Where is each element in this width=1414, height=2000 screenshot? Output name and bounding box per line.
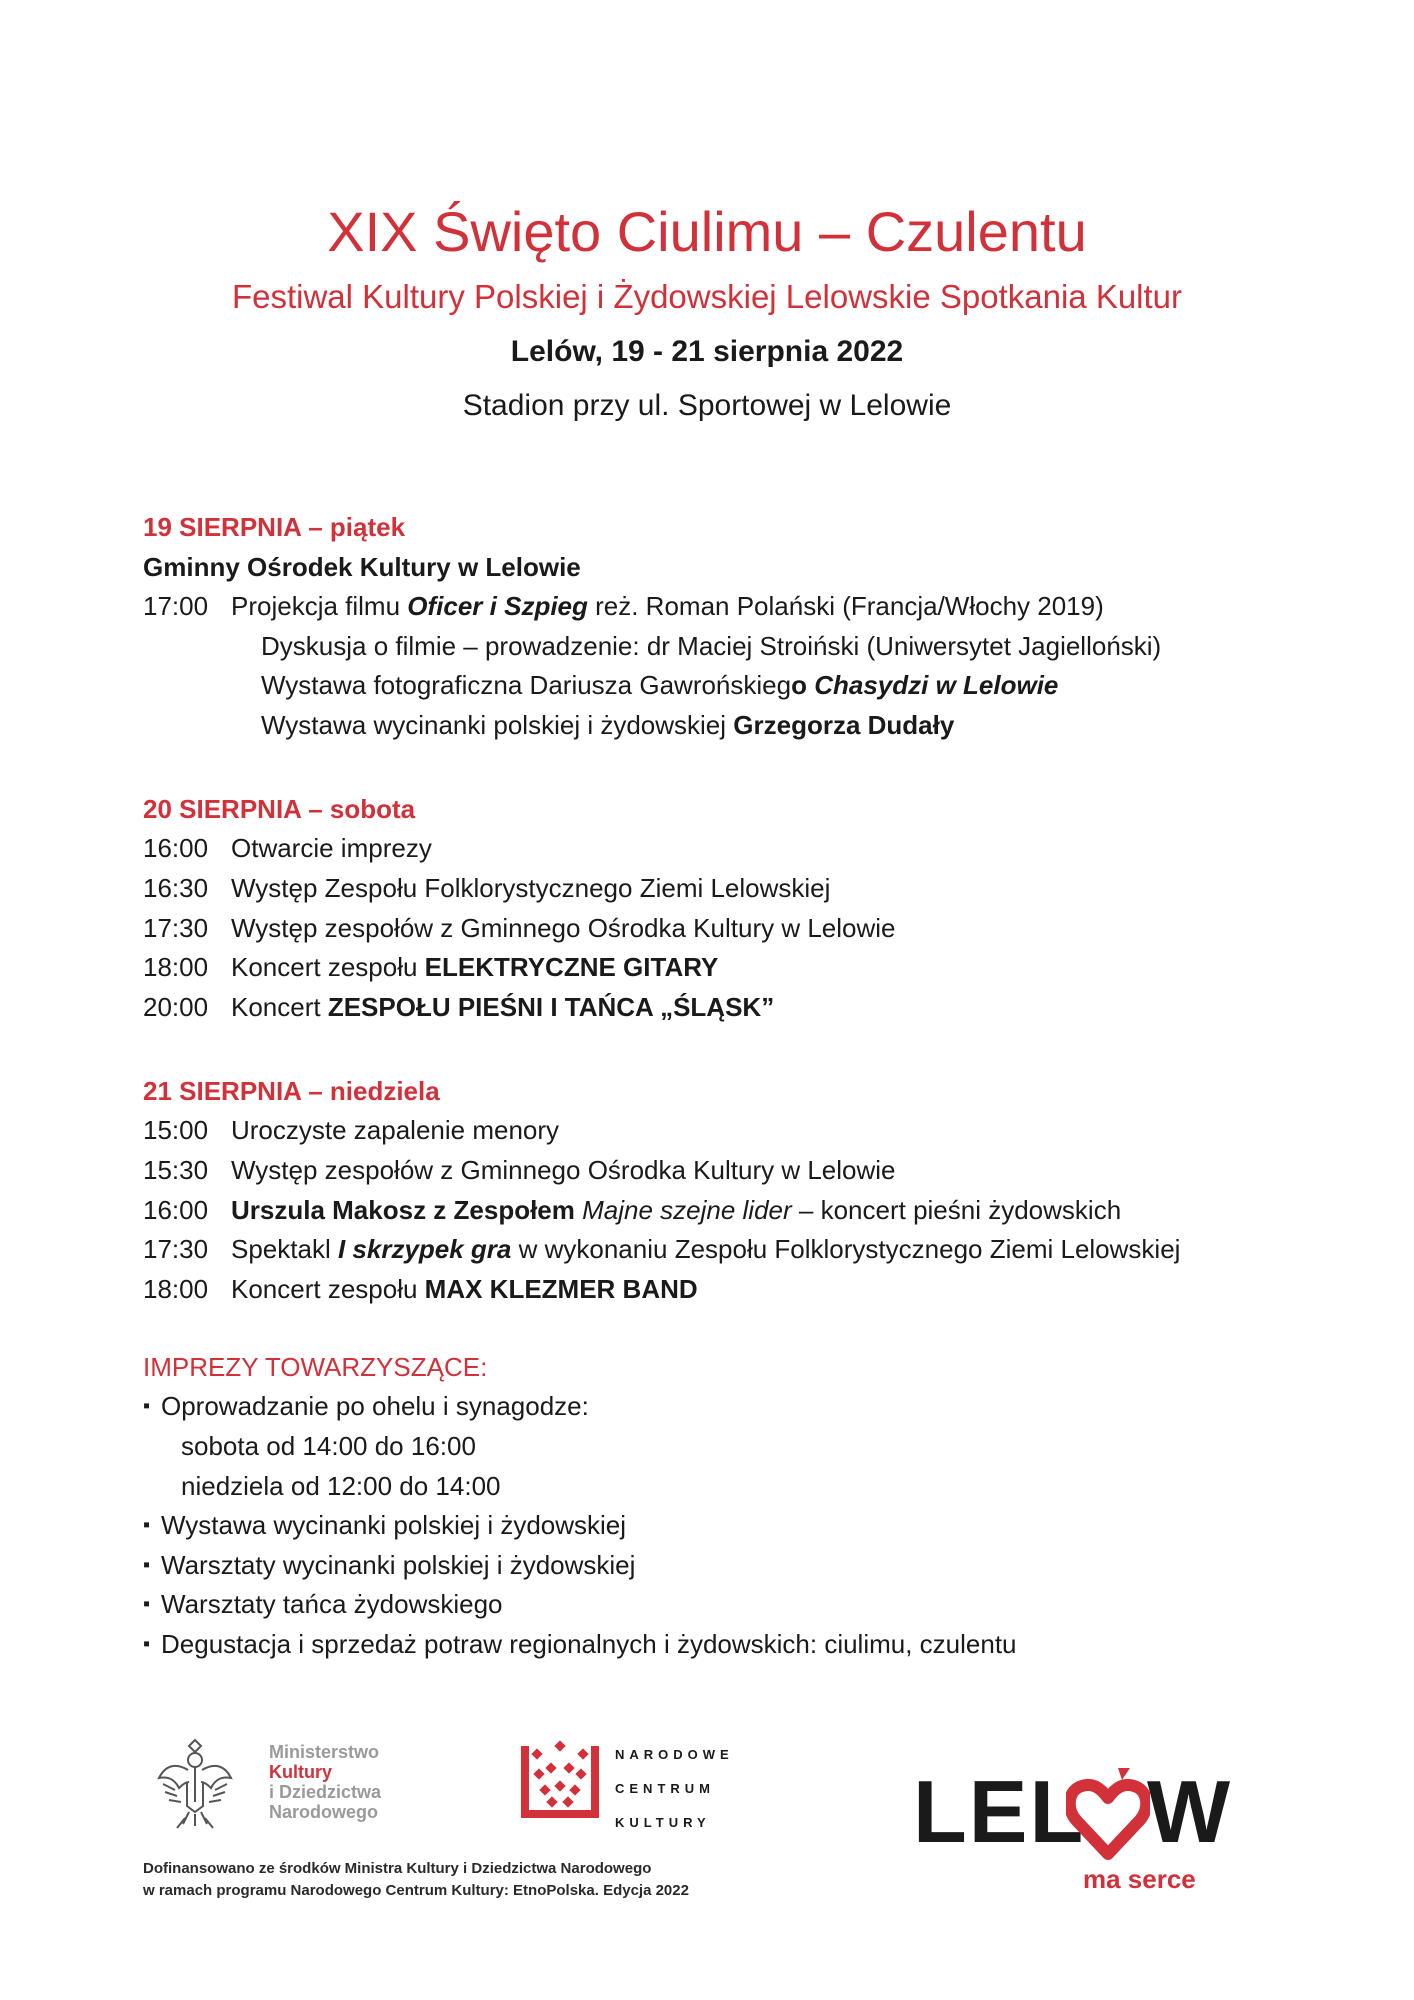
page-title: XIX Święto Ciulimu – Czulentu	[327, 200, 1087, 263]
list-item: ▪ Wystawa wycinanki polskiej i żydowskiej	[143, 1510, 627, 1541]
ministry-logo-text: Ministerstwo Kultury i Dziedzictwa Narodowego	[269, 1742, 382, 1822]
list-item: ▪ Degustacja i sprzedaż potraw regionalnych i żydowskich: ciulimu, czulentu	[143, 1628, 1017, 1659]
day2-heading: 20 SIERPNIA – sobota	[143, 794, 416, 825]
program-row: 18:00 Koncert zespołu ELEKTRYCZNE GITARY	[143, 952, 719, 983]
festival-subtitle: Festiwal Kultury Polskiej i Żydowskiej Lelowskie Spotkania Kultur	[231, 278, 1183, 315]
nck-logo-icon	[521, 1740, 599, 1820]
tour-saturday: sobota od 14:00 do 16:00	[181, 1430, 476, 1461]
program	[143, 507, 1293, 1664]
program-row: 20:00 Koncert ZESPOŁU PIEŚNI I TAŃCA „ŚLĄSK”	[143, 991, 775, 1022]
polish-eagle-icon	[155, 1732, 235, 1832]
day1-venue: Gminny Ośrodek Kultury w Lelowie	[143, 552, 581, 582]
program-row: 15:00 Uroczyste zapalenie menory	[143, 1115, 560, 1146]
nck-logo-text: NARODOWE CENTRUM KULTURY	[615, 1747, 734, 1830]
list-item: ▪ Warsztaty tańca żydowskiego	[143, 1589, 503, 1620]
program-row	[143, 587, 1293, 627]
film-discussion: Dyskusja o filmie – prowadzenie: dr Maciej Stroiński (Uniwersytet Jagielloński)	[261, 630, 1162, 661]
list-item: ▪ Oprowadzanie po ohelu i synagodze:	[143, 1391, 589, 1422]
program-row: 16:30 Występ Zespołu Folklorystycznego Ziemi Lelowskiej	[143, 872, 831, 903]
header	[0, 196, 1414, 426]
sponsor-logos	[143, 1720, 1283, 1960]
photo-exhibition: Wystawa fotograficzna Dariusza Gawrońskiego Chasydzi w Lelowie	[261, 670, 1059, 701]
event-venue: Stadion przy ul. Sportowej w Lelowie	[462, 389, 952, 422]
funding-note: Dofinansowano ze środków Ministra Kultury i Dziedzictwa Narodowego w ramach programu Narodowego Centrum Kultury: EtnoPolska. Edycja 2022	[143, 1860, 689, 1899]
artist-name: Grzegorza Dudały	[733, 709, 955, 740]
program-row: 15:30 Występ zespołów z Gminnego Ośrodka Kultury w Lelowie	[143, 1154, 896, 1185]
lelow-word: LEL	[913, 1762, 1086, 1861]
program-row: 17:30 Spektakl I skrzypek gra w wykonaniu Zespołu Folklorystycznego Ziemi Lelowskiej	[143, 1234, 1181, 1265]
extras-heading: IMPREZY TOWARZYSZĄCE:	[143, 1352, 488, 1383]
event-date: Lelów, 19 - 21 sierpnia 2022	[510, 335, 904, 368]
day3-heading: 21 SIERPNIA – niedziela	[143, 1076, 440, 1107]
lelow-logo	[913, 1762, 1231, 1912]
exhibition-title: Chasydzi w Lelowie	[814, 670, 1059, 701]
tour-sunday: niedziela od 12:00 do 14:00	[181, 1470, 501, 1501]
program-row: 18:00 Koncert zespołu MAX KLEZMER BAND	[143, 1273, 698, 1304]
list-item: ▪ Warsztaty wycinanki polskiej i żydowskiej	[143, 1549, 636, 1580]
paper-cut-exhibition: Wystawa wycinanki polskiej i żydowskiej Grzegorza Dudały	[261, 709, 955, 740]
day1-heading: 19 SIERPNIA – piątek	[143, 512, 406, 542]
program-row: 16:00 Urszula Makosz z Zespołem Majne szejne lider – koncert pieśni żydowskich	[143, 1194, 1122, 1225]
program-row: 16:00 Otwarcie imprezy	[143, 833, 432, 864]
description: Projekcja filmu Oficer i Szpieg reż. Roman Polański (Francja/Włochy 2019)	[231, 591, 1104, 621]
film-title: Oficer i Szpieg	[407, 591, 588, 621]
program-row: 17:30 Występ zespołów z Gminnego Ośrodka Kultury w Lelowie	[143, 912, 896, 943]
heart-icon	[1066, 1768, 1150, 1860]
lelow-letter-w: W	[1147, 1762, 1231, 1861]
time: 17:00	[143, 591, 209, 621]
lelow-tagline: ma serce	[1083, 1864, 1196, 1894]
